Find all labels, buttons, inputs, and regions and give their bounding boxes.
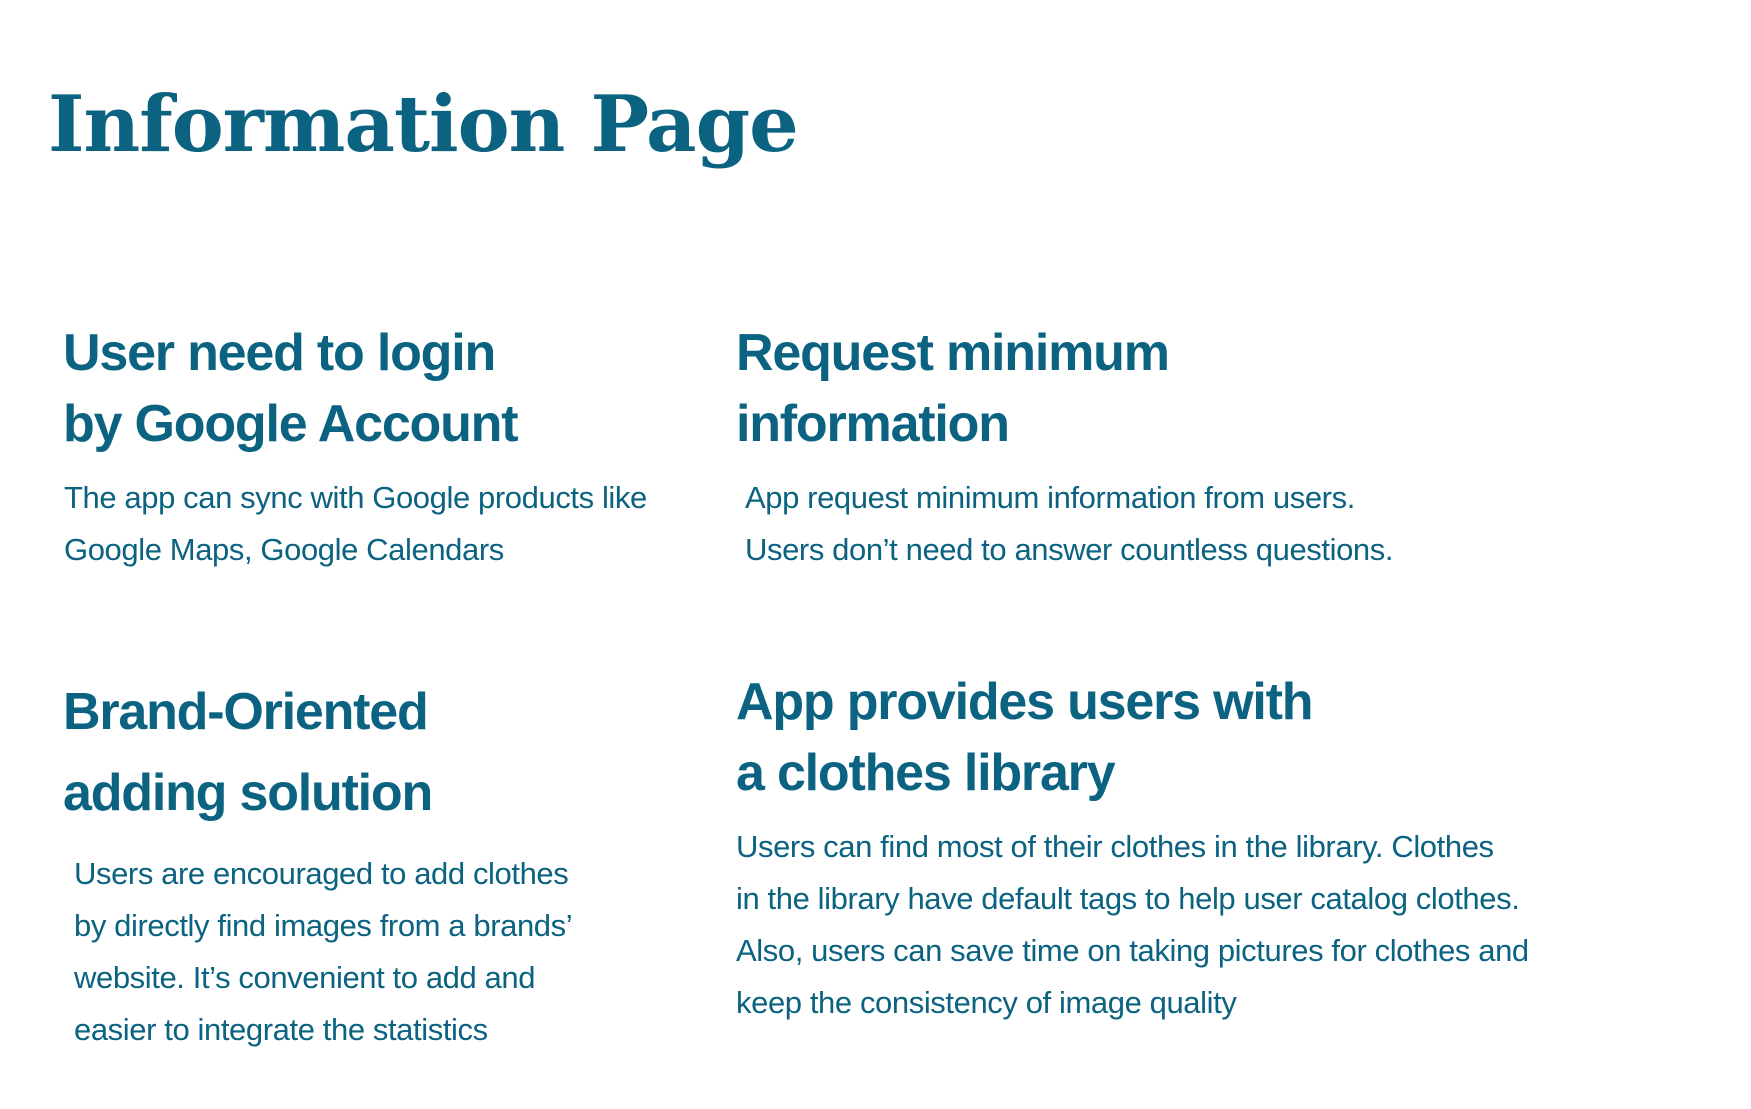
body-line: App request minimum information from users. — [745, 480, 1355, 515]
section-body — [64, 472, 647, 576]
section-google-login — [63, 318, 647, 576]
section-body — [745, 472, 1393, 576]
body-line: The app can sync with Google products like — [64, 480, 647, 515]
body-line: Users are encouraged to add clothes — [74, 856, 569, 891]
heading-line: information — [736, 395, 1009, 453]
section-minimum-information — [736, 318, 1393, 576]
section-heading — [63, 672, 572, 834]
heading-line: by Google Account — [63, 395, 518, 453]
section-heading — [63, 318, 647, 460]
heading-line: adding solution — [63, 764, 433, 822]
heading-line: App provides users with — [736, 673, 1313, 731]
heading-line: a clothes library — [736, 744, 1115, 802]
heading-line: Request minimum — [736, 324, 1169, 382]
body-line: in the library have default tags to help user catalog clothes. — [736, 881, 1520, 916]
body-line: Google Maps, Google Calendars — [64, 532, 504, 567]
section-heading — [736, 667, 1529, 809]
section-body — [74, 848, 572, 1056]
section-body — [736, 821, 1529, 1029]
body-line: easier to integrate the statistics — [74, 1012, 488, 1047]
section-clothes-library — [736, 667, 1529, 1029]
body-line: Users don’t need to answer countless questions. — [745, 532, 1394, 567]
section-brand-oriented — [63, 672, 572, 1056]
body-line: keep the consistency of image quality — [736, 985, 1237, 1020]
heading-line: Brand-Oriented — [63, 683, 428, 741]
body-line: by directly find images from a brands’ — [74, 908, 573, 943]
body-line: Users can find most of their clothes in the library. Clothes — [736, 829, 1494, 864]
body-line: Also, users can save time on taking pictures for clothes and — [736, 933, 1529, 968]
heading-line: User need to login — [63, 324, 496, 382]
page-title: Information Page — [48, 79, 798, 170]
section-heading — [736, 318, 1393, 460]
body-line: website. It’s convenient to add and — [74, 960, 536, 995]
